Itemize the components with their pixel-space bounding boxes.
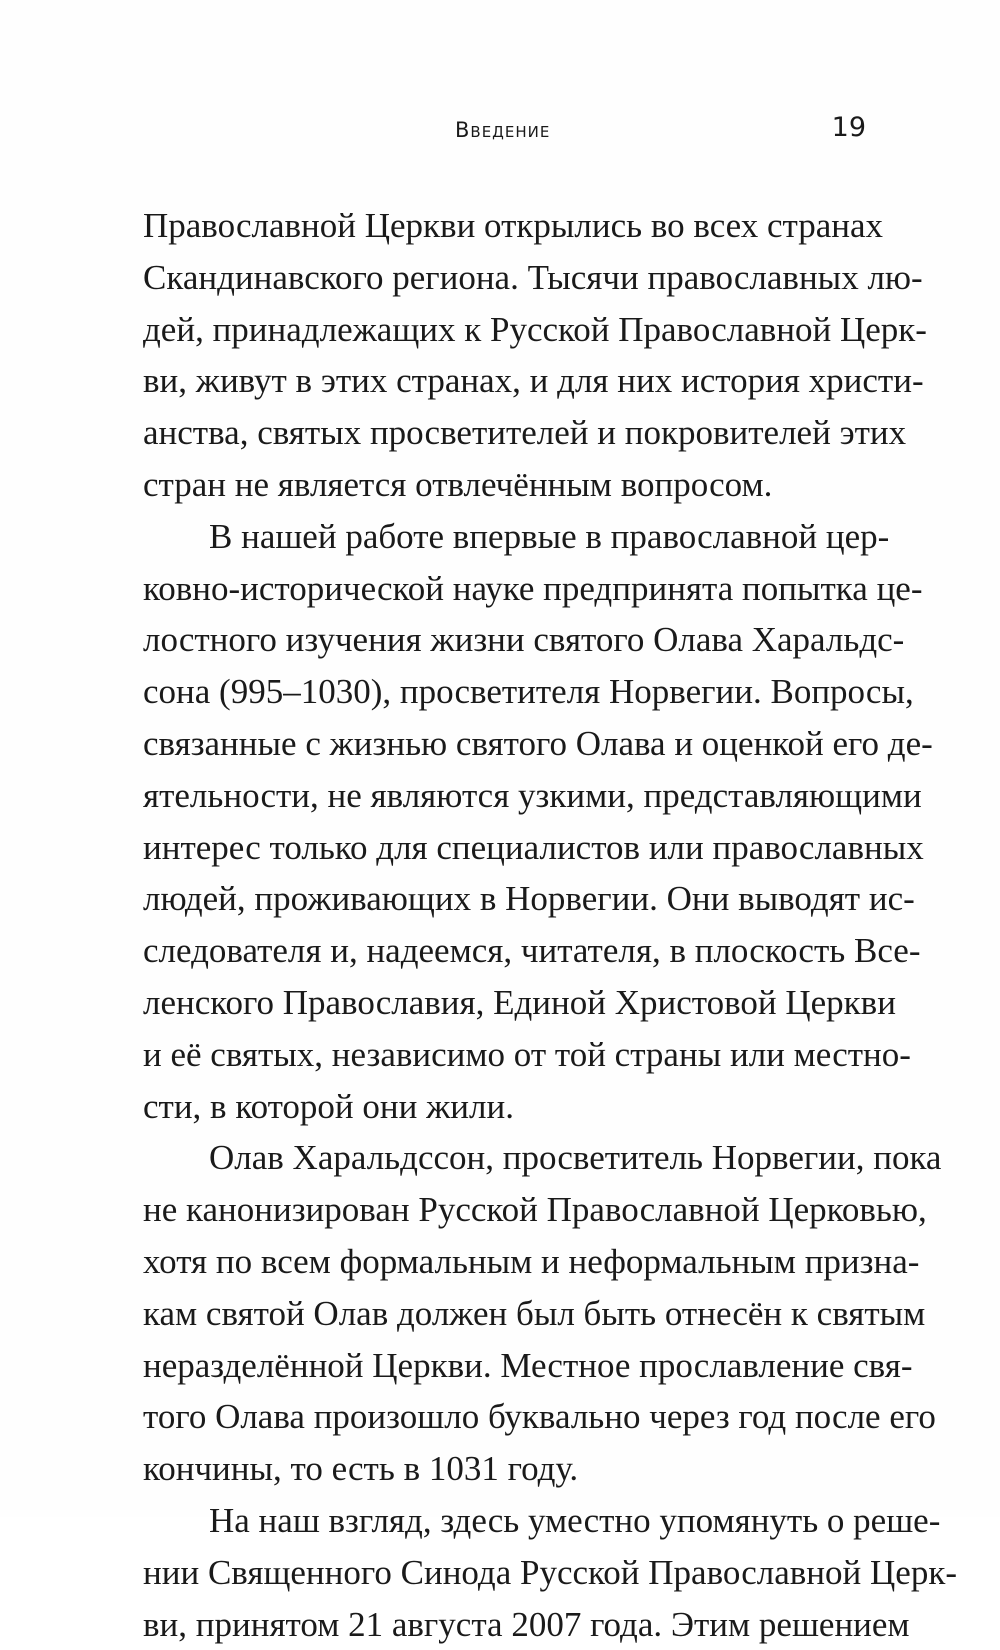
paragraph-4	[143, 1495, 957, 1650]
body-text	[143, 200, 957, 1650]
text-line: Скандинавского региона. Тысячи православных лю-	[143, 257, 923, 297]
text-line: людей, проживающих в Норвегии. Они выводят ис-	[143, 879, 915, 919]
text-line: стран не является отвлечённым вопросом.	[143, 464, 773, 504]
running-header	[143, 112, 866, 152]
text-line: нии Священного Синода Русской Православной Церк-	[143, 1552, 957, 1592]
text-line: ви, живут в этих странах, и для них история христи-	[143, 361, 924, 401]
text-line: Олав Харальдссон, просветитель Норвегии, пока	[209, 1138, 942, 1178]
text-line: того Олава произошло буквально через год после его	[143, 1397, 936, 1437]
text-line: ковно-исторической науке предпринята попытка це-	[143, 568, 923, 608]
text-line: и её святых, независимо от той страны или местно-	[143, 1034, 911, 1074]
text-line: ленского Православия, Единой Христовой Церкви	[143, 982, 896, 1022]
text-line: сона (995–1030), просветителя Норвегии. Вопросы,	[143, 672, 914, 712]
text-line: Православной Церкви открылись во всех странах	[143, 206, 884, 245]
text-line: сти, в которой они жили.	[143, 1086, 514, 1126]
text-line: лостного изучения жизни святого Олава Харальдс-	[143, 620, 905, 660]
text-line: анства, святых просветителей и покровителей этих	[143, 413, 907, 453]
text-line: ви, принятом 21 августа 2007 года. Этим решением	[143, 1604, 910, 1644]
paragraph-3	[143, 1132, 942, 1495]
text-line: В нашей работе впервые в православной цер-	[209, 516, 890, 556]
text-line: кам святой Олав должен был быть отнесён к святым	[143, 1293, 926, 1333]
page-number: 19	[831, 112, 866, 143]
paragraph-2	[143, 511, 933, 1133]
text-line: следователя и, надеемся, читателя, в плоскость Все-	[143, 931, 921, 971]
text-line: ятельности, не являются узкими, представляющими	[143, 775, 922, 815]
text-line: не канонизирован Русской Православной Церковью,	[143, 1190, 927, 1230]
text-line: кончины, то есть в 1031 году.	[143, 1449, 579, 1489]
text-line: хотя по всем формальным и неформальным призна-	[143, 1241, 920, 1281]
text-line: На наш взгляд, здесь уместно упомянуть о реше-	[209, 1500, 941, 1540]
section-title: Введение	[455, 118, 551, 142]
paragraph-1	[143, 200, 927, 511]
text-line: интерес только для специалистов или православных	[143, 827, 924, 867]
text-line: связанные с жизнью святого Олава и оценкой его де-	[143, 723, 933, 763]
text-line: дей, принадлежащих к Русской Православной Церк-	[143, 309, 927, 349]
text-line: неразделённой Церкви. Местное прославление свя-	[143, 1345, 913, 1385]
